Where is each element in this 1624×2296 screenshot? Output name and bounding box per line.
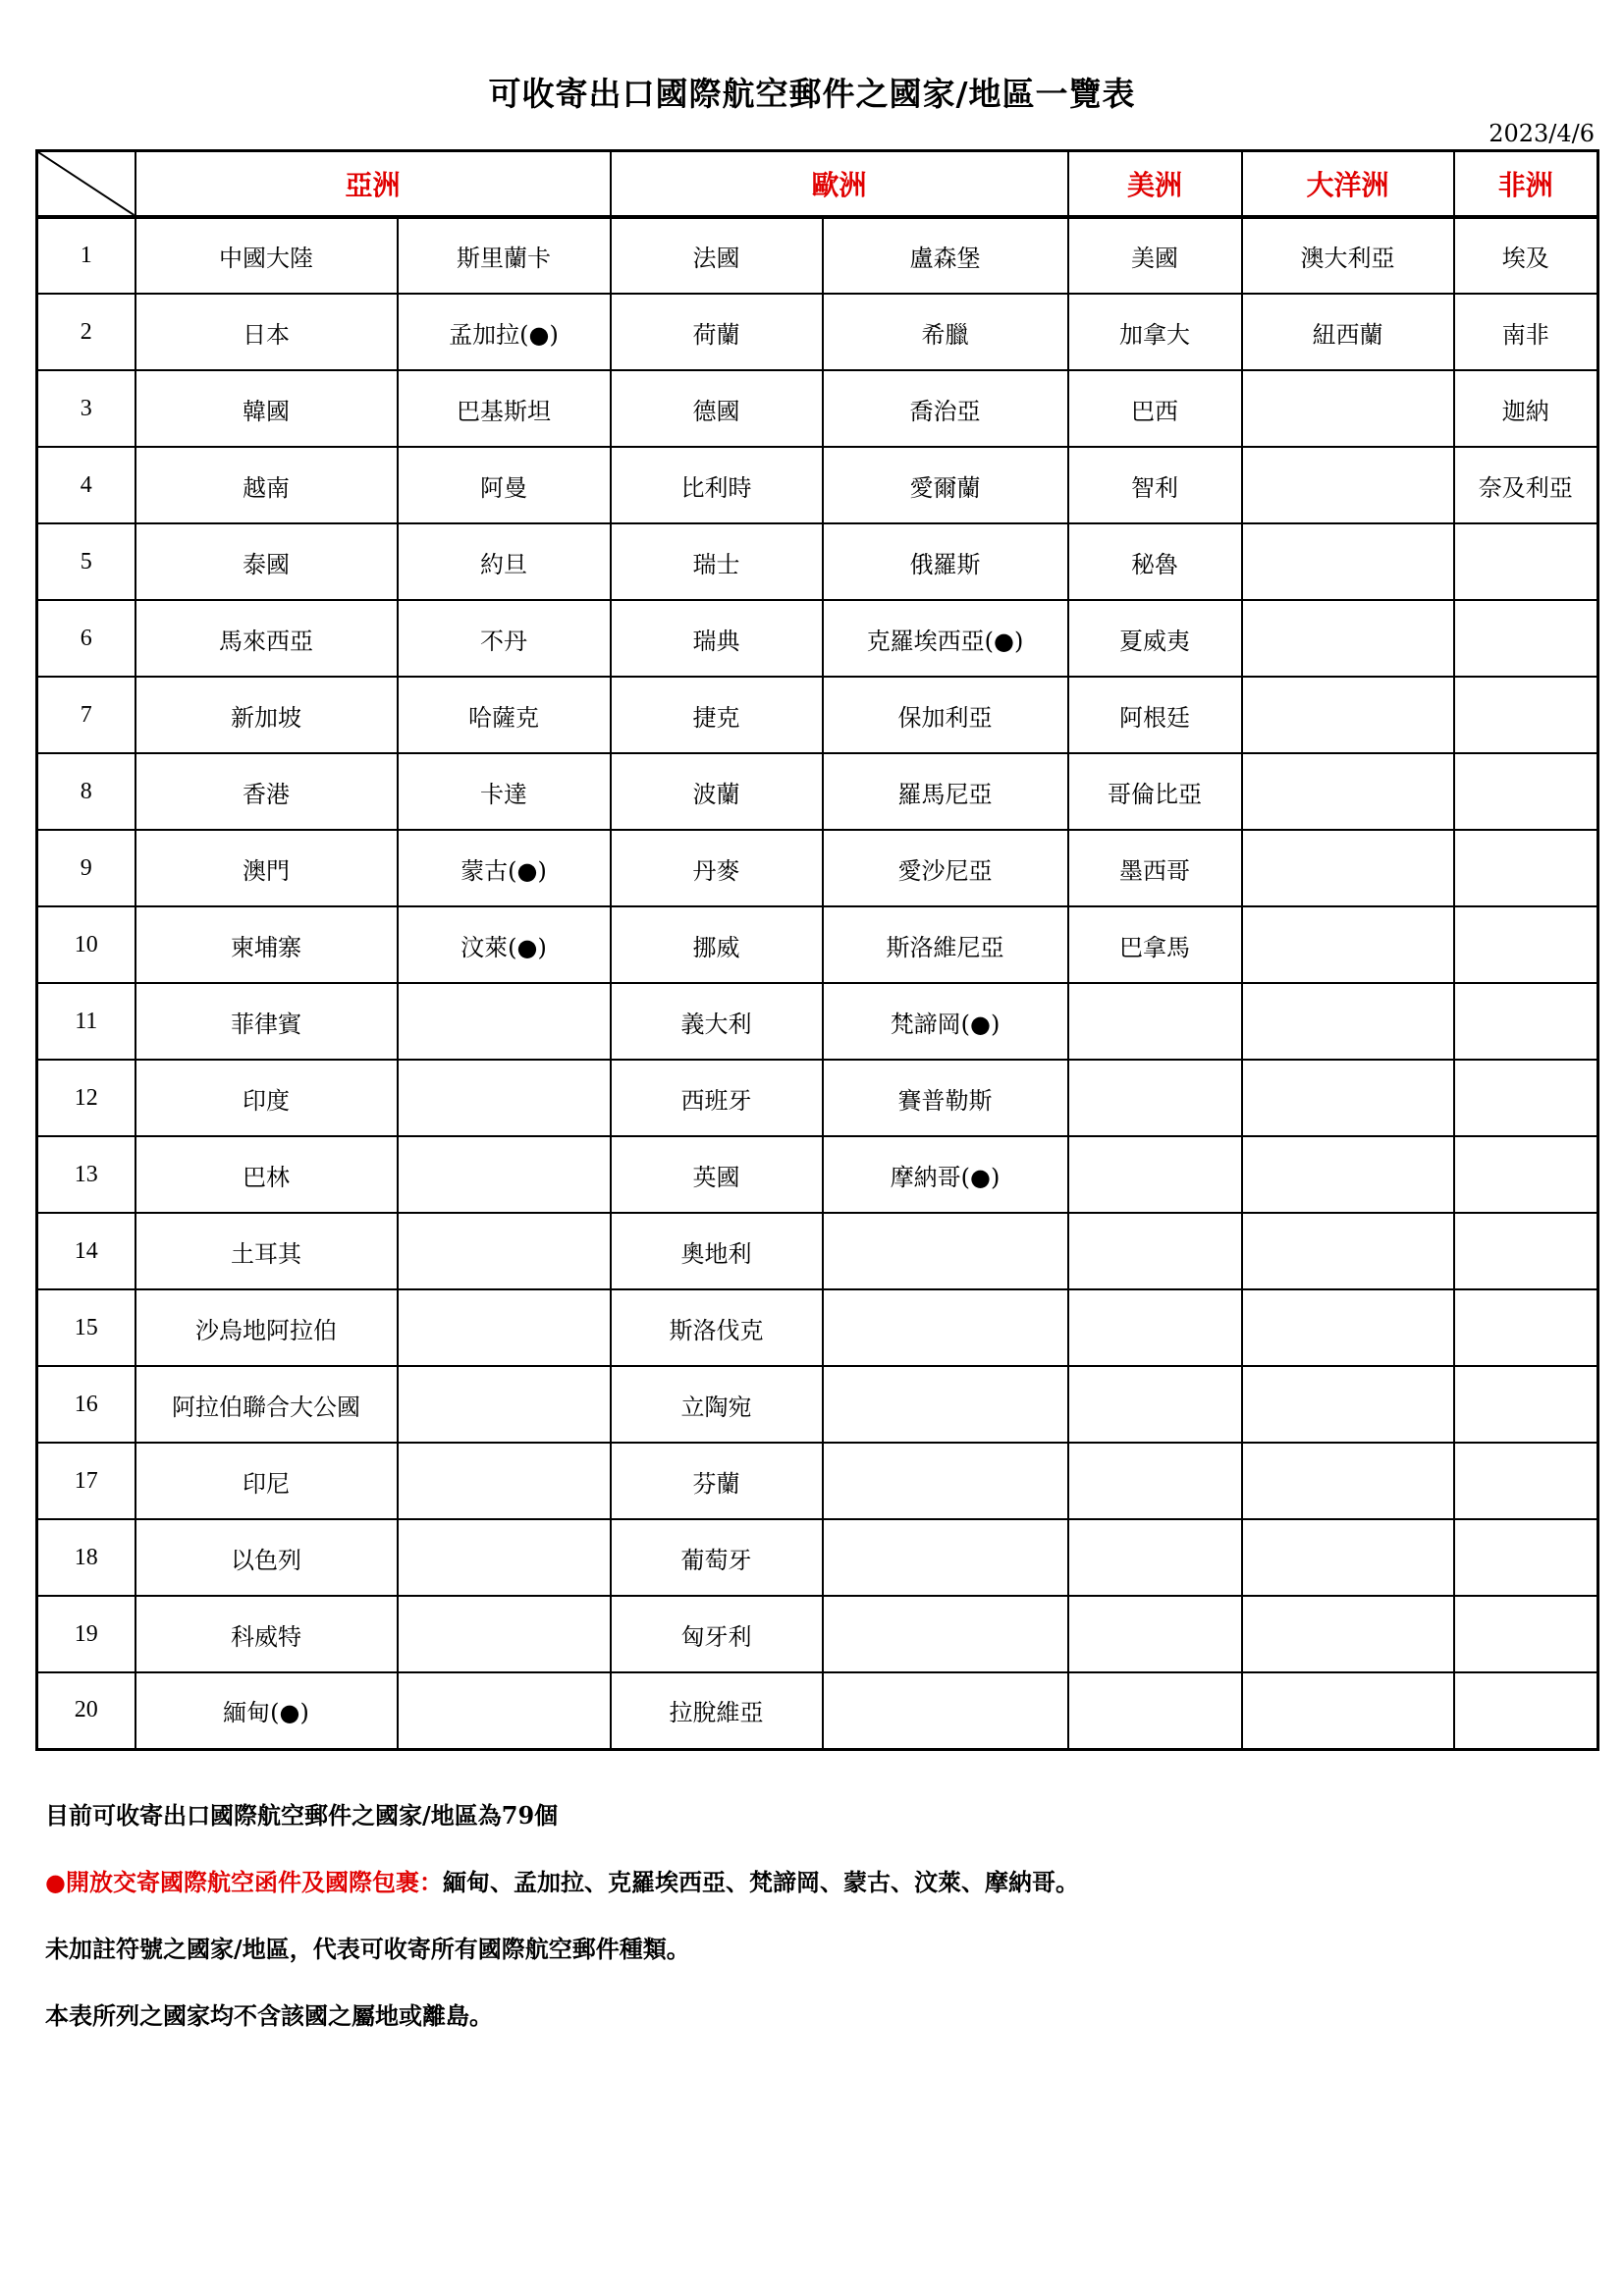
america-cell bbox=[1068, 983, 1242, 1060]
america-cell: 智利 bbox=[1068, 447, 1242, 523]
europe-cell: 波蘭 bbox=[611, 753, 823, 830]
asia-cell: 阿曼 bbox=[398, 447, 611, 523]
oceania-cell bbox=[1242, 370, 1454, 447]
table-row bbox=[37, 370, 1598, 447]
table-row bbox=[37, 1289, 1598, 1366]
table-row bbox=[37, 1136, 1598, 1213]
europe-cell bbox=[823, 1672, 1068, 1749]
row-number: 19 bbox=[37, 1596, 135, 1672]
europe-cell: 立陶宛 bbox=[611, 1366, 823, 1443]
asia-cell bbox=[398, 1443, 611, 1519]
america-cell: 阿根廷 bbox=[1068, 677, 1242, 753]
america-cell bbox=[1068, 1289, 1242, 1366]
table-row bbox=[37, 983, 1598, 1060]
america-cell bbox=[1068, 1443, 1242, 1519]
africa-cell bbox=[1454, 523, 1598, 600]
table-row bbox=[37, 906, 1598, 983]
america-cell bbox=[1068, 1596, 1242, 1672]
europe-cell: 瑞典 bbox=[611, 600, 823, 677]
asia-cell bbox=[398, 1596, 611, 1672]
row-number: 20 bbox=[37, 1672, 135, 1749]
oceania-cell bbox=[1242, 1519, 1454, 1596]
table-header-row bbox=[37, 151, 1598, 218]
document-date: 2023/4/6 bbox=[1489, 120, 1595, 147]
africa-cell bbox=[1454, 600, 1598, 677]
row-number: 14 bbox=[37, 1213, 135, 1289]
asia-cell bbox=[398, 1672, 611, 1749]
header-africa: 非洲 bbox=[1454, 151, 1598, 218]
america-cell bbox=[1068, 1060, 1242, 1136]
row-number: 10 bbox=[37, 906, 135, 983]
row-number: 15 bbox=[37, 1289, 135, 1366]
africa-cell bbox=[1454, 1596, 1598, 1672]
africa-cell bbox=[1454, 1213, 1598, 1289]
europe-cell: 愛爾蘭 bbox=[823, 447, 1068, 523]
africa-cell: 南非 bbox=[1454, 294, 1598, 370]
america-cell: 美國 bbox=[1068, 217, 1242, 294]
asia-cell: 日本 bbox=[135, 294, 398, 370]
africa-cell bbox=[1454, 830, 1598, 906]
europe-cell: 盧森堡 bbox=[823, 217, 1068, 294]
america-cell bbox=[1068, 1366, 1242, 1443]
asia-cell: 斯里蘭卡 bbox=[398, 217, 611, 294]
note-total: 目前可收寄出口國際航空郵件之國家/地區為79個 bbox=[45, 1801, 559, 1830]
africa-cell bbox=[1454, 1443, 1598, 1519]
row-number: 17 bbox=[37, 1443, 135, 1519]
europe-cell: 捷克 bbox=[611, 677, 823, 753]
table-row bbox=[37, 1443, 1598, 1519]
africa-cell bbox=[1454, 906, 1598, 983]
asia-cell: 沙烏地阿拉伯 bbox=[135, 1289, 398, 1366]
oceania-cell bbox=[1242, 1672, 1454, 1749]
asia-cell: 汶萊(●) bbox=[398, 906, 611, 983]
oceania-cell bbox=[1242, 1136, 1454, 1213]
table-row bbox=[37, 1213, 1598, 1289]
note-marked-label: ●開放交寄國際航空函件及國際包裹： bbox=[45, 1868, 443, 1896]
asia-cell: 阿拉伯聯合大公國 bbox=[135, 1366, 398, 1443]
europe-cell: 斯洛伐克 bbox=[611, 1289, 823, 1366]
europe-cell: 義大利 bbox=[611, 983, 823, 1060]
oceania-cell bbox=[1242, 830, 1454, 906]
europe-cell: 西班牙 bbox=[611, 1060, 823, 1136]
europe-cell bbox=[823, 1213, 1068, 1289]
row-number: 13 bbox=[37, 1136, 135, 1213]
america-cell bbox=[1068, 1672, 1242, 1749]
header-oceania: 大洋洲 bbox=[1242, 151, 1454, 218]
europe-cell bbox=[823, 1289, 1068, 1366]
europe-cell: 拉脫維亞 bbox=[611, 1672, 823, 1749]
oceania-cell bbox=[1242, 523, 1454, 600]
africa-cell bbox=[1454, 753, 1598, 830]
header-america: 美洲 bbox=[1068, 151, 1242, 218]
oceania-cell bbox=[1242, 447, 1454, 523]
america-cell: 秘魯 bbox=[1068, 523, 1242, 600]
europe-cell: 德國 bbox=[611, 370, 823, 447]
table-row bbox=[37, 1060, 1598, 1136]
asia-cell: 孟加拉(●) bbox=[398, 294, 611, 370]
america-cell: 夏威夷 bbox=[1068, 600, 1242, 677]
america-cell bbox=[1068, 1136, 1242, 1213]
oceania-cell bbox=[1242, 1366, 1454, 1443]
row-number: 6 bbox=[37, 600, 135, 677]
table-row bbox=[37, 1519, 1598, 1596]
europe-cell: 匈牙利 bbox=[611, 1596, 823, 1672]
europe-cell bbox=[823, 1596, 1068, 1672]
oceania-cell bbox=[1242, 1289, 1454, 1366]
table-row bbox=[37, 294, 1598, 370]
europe-cell: 比利時 bbox=[611, 447, 823, 523]
europe-cell bbox=[823, 1443, 1068, 1519]
note-unmarked: 未加註符號之國家/地區，代表可收寄所有國際航空郵件種類。 bbox=[45, 1935, 690, 1963]
row-number: 1 bbox=[37, 217, 135, 294]
europe-cell bbox=[823, 1519, 1068, 1596]
row-number: 5 bbox=[37, 523, 135, 600]
asia-cell bbox=[398, 1136, 611, 1213]
asia-cell: 韓國 bbox=[135, 370, 398, 447]
europe-cell: 英國 bbox=[611, 1136, 823, 1213]
table-row bbox=[37, 523, 1598, 600]
table-row bbox=[37, 1596, 1598, 1672]
page-title: 可收寄出口國際航空郵件之國家/地區一覽表 bbox=[488, 75, 1136, 113]
note-exclusion: 本表所列之國家均不含該國之屬地或離島。 bbox=[45, 2001, 493, 2030]
europe-cell: 荷蘭 bbox=[611, 294, 823, 370]
row-number: 16 bbox=[37, 1366, 135, 1443]
row-number: 3 bbox=[37, 370, 135, 447]
oceania-cell bbox=[1242, 1596, 1454, 1672]
asia-cell: 卡達 bbox=[398, 753, 611, 830]
africa-cell bbox=[1454, 1136, 1598, 1213]
europe-cell: 克羅埃西亞(●) bbox=[823, 600, 1068, 677]
table-row bbox=[37, 447, 1598, 523]
table-row bbox=[37, 753, 1598, 830]
europe-cell: 羅馬尼亞 bbox=[823, 753, 1068, 830]
diagonal-corner-cell bbox=[37, 151, 135, 218]
oceania-cell: 紐西蘭 bbox=[1242, 294, 1454, 370]
africa-cell bbox=[1454, 1060, 1598, 1136]
africa-cell bbox=[1454, 1289, 1598, 1366]
asia-cell bbox=[398, 1519, 611, 1596]
oceania-cell bbox=[1242, 753, 1454, 830]
row-number: 18 bbox=[37, 1519, 135, 1596]
asia-cell: 約旦 bbox=[398, 523, 611, 600]
europe-cell: 葡萄牙 bbox=[611, 1519, 823, 1596]
header-europe: 歐洲 bbox=[611, 151, 1068, 218]
asia-cell bbox=[398, 1213, 611, 1289]
asia-cell bbox=[398, 983, 611, 1060]
asia-cell: 哈薩克 bbox=[398, 677, 611, 753]
asia-cell: 印尼 bbox=[135, 1443, 398, 1519]
oceania-cell bbox=[1242, 1213, 1454, 1289]
africa-cell bbox=[1454, 983, 1598, 1060]
oceania-cell bbox=[1242, 1443, 1454, 1519]
asia-cell: 越南 bbox=[135, 447, 398, 523]
europe-cell: 瑞士 bbox=[611, 523, 823, 600]
africa-cell: 埃及 bbox=[1454, 217, 1598, 294]
row-number: 11 bbox=[37, 983, 135, 1060]
america-cell bbox=[1068, 1213, 1242, 1289]
country-table bbox=[35, 149, 1599, 1751]
asia-cell: 緬甸(●) bbox=[135, 1672, 398, 1749]
asia-cell: 澳門 bbox=[135, 830, 398, 906]
asia-cell: 菲律賓 bbox=[135, 983, 398, 1060]
africa-cell bbox=[1454, 1366, 1598, 1443]
asia-cell: 香港 bbox=[135, 753, 398, 830]
europe-cell: 斯洛維尼亞 bbox=[823, 906, 1068, 983]
asia-cell: 以色列 bbox=[135, 1519, 398, 1596]
table-row bbox=[37, 677, 1598, 753]
africa-cell bbox=[1454, 1672, 1598, 1749]
europe-cell: 賽普勒斯 bbox=[823, 1060, 1068, 1136]
table-row bbox=[37, 600, 1598, 677]
europe-cell: 摩納哥(●) bbox=[823, 1136, 1068, 1213]
africa-cell: 奈及利亞 bbox=[1454, 447, 1598, 523]
africa-cell bbox=[1454, 1519, 1598, 1596]
europe-cell: 挪威 bbox=[611, 906, 823, 983]
oceania-cell bbox=[1242, 677, 1454, 753]
asia-cell: 柬埔寨 bbox=[135, 906, 398, 983]
europe-cell: 俄羅斯 bbox=[823, 523, 1068, 600]
oceania-cell: 澳大利亞 bbox=[1242, 217, 1454, 294]
america-cell: 哥倫比亞 bbox=[1068, 753, 1242, 830]
asia-cell bbox=[398, 1289, 611, 1366]
europe-cell: 奧地利 bbox=[611, 1213, 823, 1289]
europe-cell: 希臘 bbox=[823, 294, 1068, 370]
table-row bbox=[37, 1366, 1598, 1443]
asia-cell: 蒙古(●) bbox=[398, 830, 611, 906]
europe-cell: 保加利亞 bbox=[823, 677, 1068, 753]
row-number: 2 bbox=[37, 294, 135, 370]
table-row bbox=[37, 1672, 1598, 1749]
row-number: 7 bbox=[37, 677, 135, 753]
oceania-cell bbox=[1242, 906, 1454, 983]
row-number: 8 bbox=[37, 753, 135, 830]
asia-cell: 科威特 bbox=[135, 1596, 398, 1672]
america-cell: 巴拿馬 bbox=[1068, 906, 1242, 983]
row-number: 12 bbox=[37, 1060, 135, 1136]
table-row bbox=[37, 830, 1598, 906]
oceania-cell bbox=[1242, 983, 1454, 1060]
asia-cell: 巴基斯坦 bbox=[398, 370, 611, 447]
europe-cell: 梵諦岡(●) bbox=[823, 983, 1068, 1060]
header-asia: 亞洲 bbox=[135, 151, 611, 218]
row-number: 4 bbox=[37, 447, 135, 523]
oceania-cell bbox=[1242, 600, 1454, 677]
europe-cell: 喬治亞 bbox=[823, 370, 1068, 447]
america-cell bbox=[1068, 1519, 1242, 1596]
africa-cell: 迦納 bbox=[1454, 370, 1598, 447]
table-body bbox=[37, 217, 1598, 1749]
europe-cell: 丹麥 bbox=[611, 830, 823, 906]
asia-cell: 新加坡 bbox=[135, 677, 398, 753]
asia-cell: 土耳其 bbox=[135, 1213, 398, 1289]
diagonal-line-icon bbox=[38, 152, 135, 215]
asia-cell: 中國大陸 bbox=[135, 217, 398, 294]
row-number: 9 bbox=[37, 830, 135, 906]
table-row bbox=[37, 217, 1598, 294]
america-cell: 加拿大 bbox=[1068, 294, 1242, 370]
asia-cell: 泰國 bbox=[135, 523, 398, 600]
oceania-cell bbox=[1242, 1060, 1454, 1136]
europe-cell: 法國 bbox=[611, 217, 823, 294]
asia-cell: 不丹 bbox=[398, 600, 611, 677]
asia-cell bbox=[398, 1366, 611, 1443]
asia-cell: 印度 bbox=[135, 1060, 398, 1136]
america-cell: 墨西哥 bbox=[1068, 830, 1242, 906]
america-cell: 巴西 bbox=[1068, 370, 1242, 447]
asia-cell bbox=[398, 1060, 611, 1136]
asia-cell: 馬來西亞 bbox=[135, 600, 398, 677]
asia-cell: 巴林 bbox=[135, 1136, 398, 1213]
note-marked bbox=[45, 1866, 1079, 1933]
note-marked-list: 緬甸、孟加拉、克羅埃西亞、梵諦岡、蒙古、汶萊、摩納哥。 bbox=[442, 1868, 1079, 1896]
europe-cell: 愛沙尼亞 bbox=[823, 830, 1068, 906]
notes-section bbox=[45, 1799, 1079, 2066]
africa-cell bbox=[1454, 677, 1598, 753]
europe-cell: 芬蘭 bbox=[611, 1443, 823, 1519]
europe-cell bbox=[823, 1366, 1068, 1443]
